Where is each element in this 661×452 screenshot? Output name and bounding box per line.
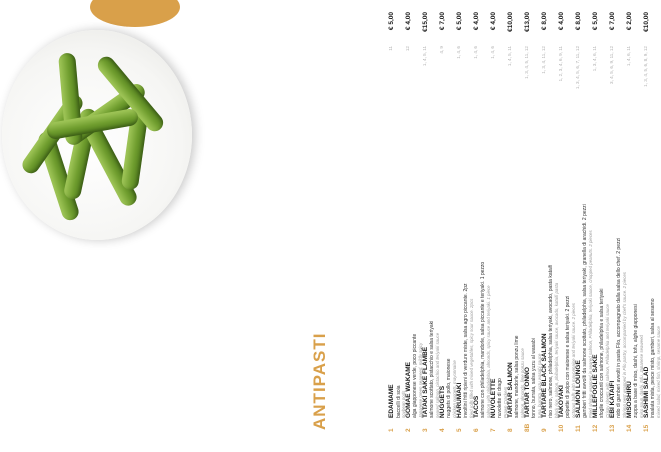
item-description-english: mixed salad, mixed fish, shrimp, sesame sauce	[655, 326, 661, 418]
item-allergens: 1, 3, 4, 5, 6, 7, 11, 12	[574, 46, 580, 90]
item-allergens: 11	[388, 46, 393, 51]
menu-item	[557, 12, 576, 432]
item-description-italian: alga giapponese verde, poco piccante	[412, 333, 419, 418]
item-name: SASHIMI SALAD	[642, 366, 650, 418]
item-name: NUVOLETTE	[489, 378, 497, 418]
item-number: 12	[591, 424, 599, 432]
item-allergens: 1, 3, 4, 5, 11, 12	[523, 46, 529, 79]
item-price: € 2,00	[625, 12, 633, 31]
item-price: €13,00	[523, 12, 531, 32]
item-number: 14	[625, 424, 633, 432]
item-description-italian: zuppa a base di miso, dashi, tofu, alghe giapponesi	[633, 304, 640, 418]
item-description-english: Shrimp nest wrapped in Filo pastry, accompanied by chef's sauce. 2 pieces	[621, 272, 627, 418]
item-description-italian: salmone con philadelphia, mandorle, salsa piccante e teriyaki. 1 pezzo	[480, 261, 487, 418]
item-price: €15,00	[421, 12, 429, 32]
item-name: MISOSHIRU	[625, 381, 633, 418]
item-description-italian: salmone scottato, pistacchio e salsa teriyaki	[429, 320, 436, 418]
item-price: €10,00	[642, 12, 650, 32]
menu-item	[421, 12, 440, 432]
item-allergens: 1, 3, 4, 5, 6, 8, 9, 12	[642, 46, 648, 87]
item-description-italian: baccelli di soia	[395, 385, 402, 418]
item-price: € 5,00	[388, 12, 395, 31]
item-number: 2	[404, 428, 412, 432]
item-description-italian: nuvolette di drago	[497, 378, 504, 418]
menu-item	[625, 12, 644, 432]
item-number: 7	[489, 428, 497, 432]
item-description-italian: insalata mista, pesce misto, gamberi, salsa al sesamo	[650, 298, 657, 418]
item-number: 6	[472, 428, 480, 432]
menu-item	[438, 12, 457, 432]
item-description-english: soybean pods	[401, 390, 406, 418]
item-number: 4	[438, 428, 446, 432]
item-price: € 8,00	[540, 12, 548, 31]
item-price: € 4,00	[404, 12, 412, 31]
item-description-italian: polpette di polpo con maionese e salsa teriyaki. 2 pezzi	[565, 295, 572, 418]
item-description-italian: involtini fritti ripieni di verdure miste, salsa agro piccante. 2pz	[463, 283, 470, 418]
item-description-english: tuna, burrata, yuzu wasabi sauce	[536, 353, 542, 418]
item-price: € 5,00	[591, 12, 599, 31]
item-description-english: Prawn Crackers	[502, 386, 508, 418]
item-price: € 4,00	[472, 12, 480, 31]
item-price: € 8,00	[574, 12, 582, 31]
item-name: TAKOYAKI	[557, 385, 565, 418]
item-name: TACOS	[472, 395, 480, 418]
item-price: € 4,00	[489, 12, 497, 31]
item-number: 9	[540, 428, 548, 432]
item-allergens: 1, 4, 6	[472, 46, 478, 59]
menu-item	[591, 12, 610, 432]
item-allergens: 3, 4, 5, 6, 9, 11, 12	[608, 46, 614, 84]
item-allergens: 1, 3, 4, 6, 11	[591, 46, 597, 72]
item-price: € 7,00	[438, 12, 446, 31]
item-name: TATAKI SAKE FLAMBÉ	[421, 346, 429, 418]
item-description-italian: nido di gamberi avvolti in pasta Filo, accompagnato dalla salsa dello chef. 2 pezzi	[616, 237, 623, 418]
item-description-english: Crispy sheets with salmon, Philadelphia and teriyaki sauce	[604, 304, 610, 418]
item-allergens: 1, 3, 4, 11, 12	[540, 46, 546, 74]
item-name: GOMAE WAKAME	[404, 362, 412, 418]
item-description-italian: salmone, mandorle, salsa ponzu lime	[514, 335, 521, 418]
item-name: TARTAR TONNO	[523, 367, 531, 418]
menu-item	[506, 12, 525, 432]
item-description-english: Fried shrimp wrapped in seared salmon, Philadelphia, teriyaki sauce, chopped peanuts. 2 pieces	[587, 230, 593, 418]
item-description-italian: sfoglie croccanti con salmone, philadelphia e salsa teriyaki	[599, 288, 606, 418]
item-description-english: chicken nuggets, mayonnaise	[451, 360, 457, 418]
item-number: 3	[421, 428, 429, 432]
item-name: MILLEFOGLIE SAKE	[591, 354, 599, 418]
item-number: 13	[608, 424, 616, 432]
item-allergens: 12	[404, 46, 410, 52]
item-description-italian: riso nero, salmone, philadelphia, salsa teriyaki, avocado, pasta kataifi	[548, 264, 555, 418]
item-allergens: 1, 4, 5, 11	[421, 46, 427, 67]
item-price: € 7,00	[608, 12, 616, 31]
menu-item	[472, 12, 491, 432]
side-dish-accent	[90, 0, 180, 27]
item-description-italian: tonno, burrata, salsa yuzu al wasabi	[531, 338, 538, 418]
menu-item	[540, 12, 559, 432]
menu-item	[388, 12, 406, 432]
item-description-english: miso soup, dashi, tofu, Japanese seaweed	[638, 335, 644, 418]
item-allergens: 1, 2, 3, 4, 6, 9, 11	[557, 46, 563, 82]
item-allergens: 1, 4, 6	[455, 46, 461, 59]
item-description-italian: gamberi fritti avvolti da salmone scottato, philadelphia, salsa teriyaki, granella di arachidi. 2 pezzi	[582, 204, 589, 418]
item-number: 8	[506, 428, 514, 432]
menu-item	[608, 12, 627, 432]
item-allergens: 4, 9	[438, 46, 444, 54]
item-description-english: seared salmon, pistachio and teriyaki sauce	[434, 332, 440, 418]
item-number: 10	[557, 424, 565, 432]
item-name: TARTARE BLACK SALMON	[540, 333, 548, 418]
item-number: 8B	[523, 423, 531, 432]
item-name: NUGGETS	[438, 385, 446, 418]
item-name: TARTAR SALMON	[506, 362, 514, 418]
item-description-english: salmon, almonds, lime ponzu sauce	[519, 348, 525, 418]
menu-item	[404, 12, 423, 432]
item-description-english: black rice, salmon, philadelphia, teriyaki sauce, avocado, kataifi pasta	[553, 282, 559, 418]
item-description-english: fried rolls filled with mixed vegetables, spicy sour sauce. 2pcs	[468, 298, 474, 418]
menu-item	[489, 12, 508, 432]
item-number: 15	[642, 424, 650, 432]
edamame-bowl-image	[2, 30, 192, 240]
item-price: € 5,00	[455, 12, 463, 31]
item-name: SALMON LOUNGE	[574, 360, 582, 418]
menu-item-list	[388, 12, 660, 432]
menu-item	[642, 12, 661, 432]
menu-item	[455, 12, 474, 432]
item-allergens: 1, 4, 6, 11	[625, 46, 631, 67]
section-title: ANTIPASTI	[310, 332, 329, 430]
item-number: 5	[455, 428, 463, 432]
item-name: EDAMAME	[388, 384, 395, 418]
item-allergens: 1, 4, 6	[489, 46, 495, 59]
item-description-english: salmon with philadelphia, almonds, spicy sauce and teriyaki. 1 piece	[485, 285, 491, 418]
item-description-english: octopus balls with mayonnaise and teriyaki sauce. 2 pieces	[570, 303, 576, 418]
item-number: 1	[388, 428, 395, 432]
item-name: HARUMAKI	[455, 382, 463, 418]
item-price: € 4,00	[557, 12, 565, 31]
item-name: EBI KATAIFI	[608, 380, 616, 418]
item-number: 11	[574, 425, 582, 432]
menu-item	[574, 12, 593, 432]
item-description-english: Japanese green seaweed, mildly spicy	[417, 342, 423, 418]
item-allergens: 1, 4, 5, 11	[506, 46, 512, 67]
item-description-italian: nuggets di pollo, maionese	[446, 358, 453, 418]
item-price: €10,00	[506, 12, 514, 32]
menu-item	[523, 12, 542, 432]
